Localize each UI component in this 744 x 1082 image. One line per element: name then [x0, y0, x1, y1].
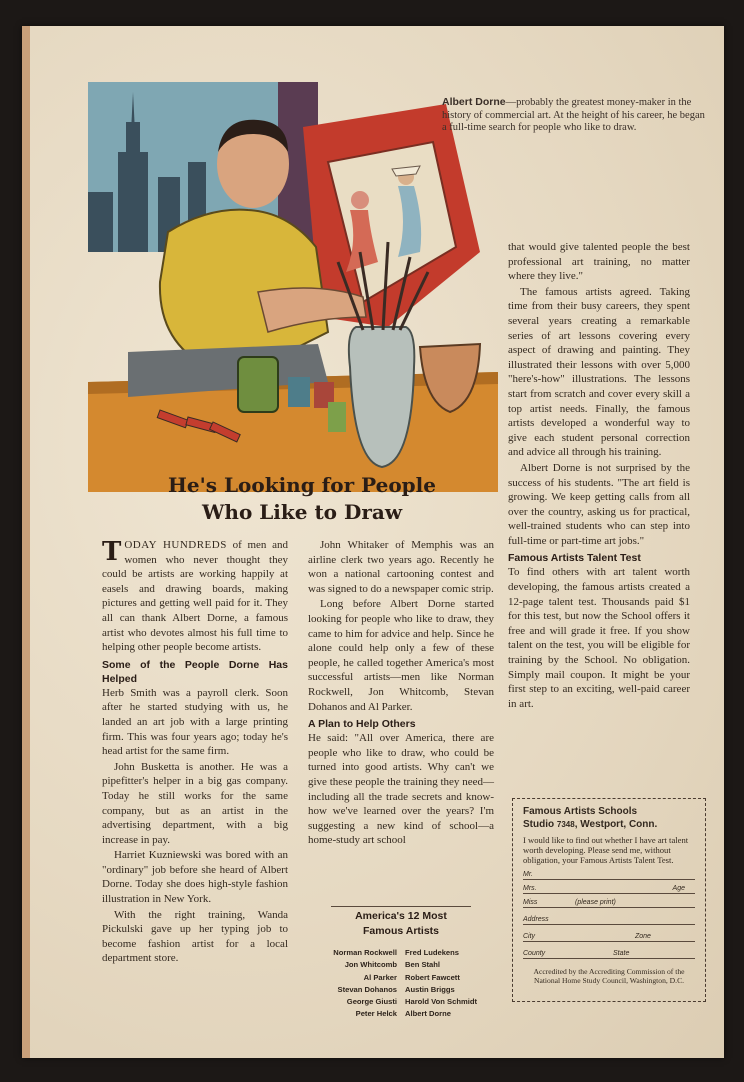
coupon-field-address[interactable]: Address: [523, 911, 695, 925]
famous-title-1: America's 12 Most: [355, 910, 447, 922]
coupon-field-miss[interactable]: Miss (please print): [523, 897, 695, 908]
paragraph: John Whitaker of Memphis was an airline clerk two years ago. Recently he won a national cartooning contest and was signed to do a newspaper comic strip.: [308, 539, 494, 595]
artist-name: Robert Fawcett: [405, 972, 460, 982]
artist-name: Norman Rockwell: [333, 948, 397, 957]
artist-name: Fred Ludekens: [405, 948, 460, 957]
artist-name: George Giusti: [346, 997, 397, 1007]
famous-artists-box: [308, 906, 494, 1021]
paint-jar-3: [328, 402, 346, 432]
paragraph: To find others with art talent worth developing, the famous artists created a 12-page talent test. Thousands paid $1 for this test, but now the School offers it free and will grade it free. If you show talent on the test, you will be eligible for training by the School. No obligation. Simply mail coupon. It might be your first step to an exciting, well-paid career in art.: [508, 566, 690, 710]
coupon-field-mr[interactable]: Mr.: [523, 868, 695, 880]
coupon-field-county[interactable]: County State: [523, 945, 695, 959]
paragraph: John Busketta is another. He was a pipefitter's helper in a big gas company. Today he still works for the same company, but as an artist in the advertising department, with a big increase in pay.: [102, 760, 288, 846]
subhead-plan: A Plan to Help Others: [308, 718, 416, 731]
artist-name: Albert Dorne: [405, 1009, 451, 1019]
coupon-school-name: Famous Artists Schools: [523, 806, 638, 817]
headline-line-1: He's Looking for People: [168, 473, 436, 497]
coupon-body: I would like to find out whether I have art talent worth developing. Please send me, without obligation, your Famous Artists Talent Test.: [523, 835, 689, 865]
artist-name: Jon Whitcomb: [344, 960, 397, 970]
paragraph: of men and women who never thought they could be artists are working happily at easels and drawing boards, making pictures and getting well paid for it. They all can thank Albert Dorne, a famous artist who devotes almost his full time to helping other people become artists.: [102, 539, 288, 654]
mail-coupon: [512, 798, 706, 1002]
paint-jar-1: [288, 377, 310, 407]
paragraph: Albert Dorne is not surprised by the success of his students. "The art field is growing. We keep getting calls from all over the country, asking us for practical, well-trained students who can step into full-time or part-time art jobs.": [508, 461, 690, 547]
artist-name: Ben Stahl: [405, 960, 441, 970]
paragraph: He said: "All over America, there are people who like to draw, who could be turned into good artists. Why can't we give these people the training they need—including all the trade secrets and know-how we've learned over the years? I'm suggesting a new kind of school—a home-study art school: [308, 732, 494, 847]
artist-name: Al Parker: [363, 972, 397, 982]
subhead-talent-test: Famous Artists Talent Test: [508, 552, 641, 565]
headline-line-2: Who Like to Draw: [201, 500, 403, 524]
artist-name: Austin Briggs: [405, 984, 455, 994]
artist-name: Stevan Dohanos: [337, 984, 397, 994]
paragraph: Long before Albert Dorne started looking for people who like to draw, they came to him for advice and help. Since he alone could help only a few of these people, he called together America's most successful artists—men like Norman Rockwell, Jon Whitcomb, Stevan Dohanos and Al Parker.: [308, 598, 494, 713]
artist-name: Harold Von Schmidt: [405, 997, 478, 1007]
paragraph: Herb Smith was a payroll clerk. Soon after he started studying with us, he landed an art job with a large printing firm. This was four years ago; today he's head artist for the same firm.: [102, 686, 288, 758]
artist-names-left: [308, 947, 401, 1021]
paragraph: The famous artists agreed. Taking time from their busy careers, they spent several years creating a remarkable series of art lessons covering every aspect of drawing and painting. They illustrated their lessons with over 5,000 "here's-how" illustrations. The lessons start from scratch and cover every skill a top artist needs. Finally, the famous artists developed a wonderful way to give each student personal correction and advice all through his training.: [508, 285, 690, 459]
paragraph: With the right training, Wanda Pickulski gave up her typing job to become fashion artist for a local department store.: [102, 908, 288, 965]
coupon-field-mrs[interactable]: Mrs. Age: [523, 883, 695, 894]
magazine-page: [22, 26, 724, 1058]
article-column-2: [308, 538, 494, 849]
paragraph: that would give talented people the best professional art training, no matter where they live.": [508, 241, 690, 283]
coupon-field-city[interactable]: City Zone: [523, 928, 695, 942]
coupon-accreditation: Accredited by the Accrediting Commission of the National Home Study Council, Washington, D.C.: [533, 967, 685, 985]
famous-title-2: Famous Artists: [362, 925, 440, 937]
article-column-1: [102, 538, 288, 967]
divider: [331, 906, 471, 907]
artist-name: Peter Helck: [355, 1009, 397, 1019]
coupon-address-line: Studio 7348, Westport, Conn.: [523, 819, 658, 830]
artist-names: [308, 947, 494, 1021]
paragraph: Harriet Kuzniewski was bored with an "ordinary" job before she heard of Albert Dorne. Today she does high-style fashion illustration in New York.: [102, 849, 288, 906]
illustration-caption: [442, 96, 712, 135]
caption-text: —probably the greatest money-maker in the history of commercial art. At the height of his career, he began a full-time search for people who like to draw.: [442, 97, 705, 133]
drop-cap: T: [102, 537, 122, 567]
paint-can: [238, 357, 278, 412]
caption-name: Albert Dorne: [442, 96, 506, 108]
article-column-3: [508, 240, 690, 712]
artist-names-right: [401, 947, 494, 1021]
subhead-people-helped: Some of the People Dorne Has Helped: [102, 658, 288, 685]
studio-number: 7348: [556, 820, 575, 829]
artist-illustration: [88, 82, 498, 492]
headline: [102, 472, 502, 526]
lead-small-caps: ODAY HUNDREDS: [124, 539, 227, 551]
